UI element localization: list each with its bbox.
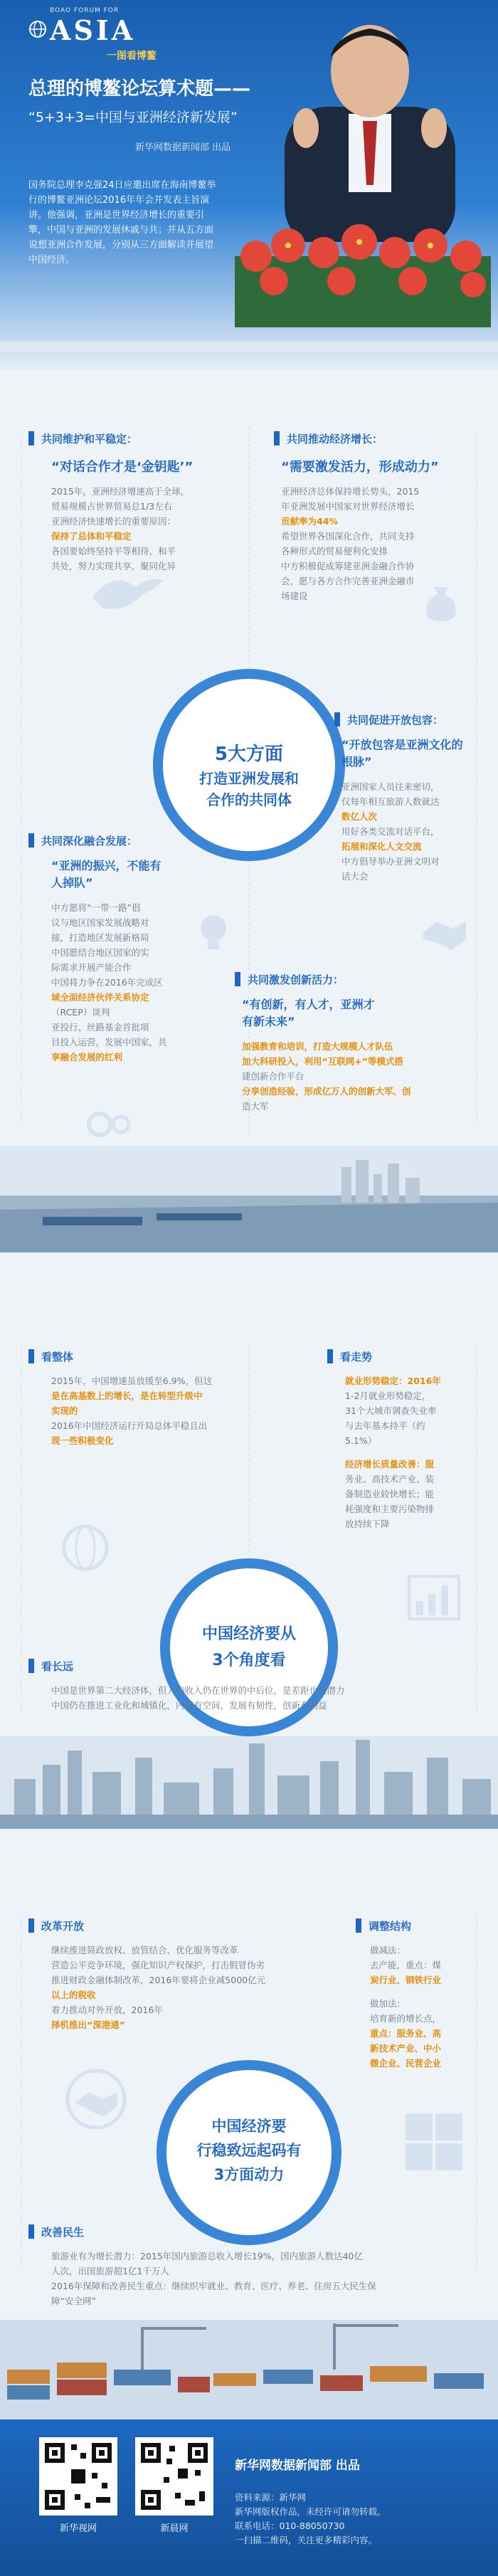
card-line: 着力推动对外开放，2016年	[51, 2005, 163, 2015]
card-line: 中国仍在推进工业化和城镇化，内需有空间，发展有韧性，创新有利益	[51, 1700, 327, 1711]
footer-phone: 联系电话：010-88050730	[235, 2520, 345, 2531]
card-title: 看长远	[41, 1660, 74, 1673]
card-line: 域全面经济伙伴关系协定	[51, 992, 149, 1003]
card-line: 与去年基本持平（约	[345, 1420, 425, 1431]
card-accent-bar	[28, 431, 34, 445]
card-line: 炭行业、钢铁行业	[370, 1975, 442, 1985]
card-peace-stability-header	[28, 427, 228, 450]
center-line: 中国经济要	[211, 2118, 287, 2135]
card-title: 共同推动经济增长：	[287, 433, 383, 445]
card-line: 31个大城市调查失业率	[345, 1405, 437, 1416]
card-line: 议与地区国家发展战略对	[51, 917, 149, 928]
card-line: 中国是世界第二大经济体，但人均收入仍在世界的中后位，是差距也是潜力	[51, 1685, 345, 1696]
card-line: 仅每年相互旅游人数就达	[341, 796, 440, 807]
card-livelihood-body	[51, 2249, 485, 2308]
card-openness-header	[334, 708, 477, 731]
qr-code-xinhua-video[interactable]	[39, 2437, 117, 2516]
center-heading: 5大方面	[214, 744, 284, 765]
card-line: 就业形势稳定：2016年	[345, 1376, 441, 1386]
card-line: 中方倡导举办亚洲文明对	[341, 856, 440, 867]
center-text-block	[166, 2114, 332, 2187]
center-subheading: 3个角度看	[212, 1652, 286, 1669]
card-line: 以上的税收	[51, 1990, 96, 2000]
card-line: 继续推进简政放权、放管结合、优化服务等改革	[51, 1945, 238, 1955]
card-accent-bar	[28, 1349, 34, 1363]
skyline-image	[0, 1736, 498, 1829]
card-accent-bar	[28, 2224, 34, 2239]
card-line: 是在高基数上的增长，是在转型升级中	[51, 1390, 203, 1401]
card-line: 经济增长质量改善：服	[345, 1459, 435, 1469]
card-longterm-header	[28, 1654, 228, 1677]
card-line: 拓展和深化人文交流	[341, 841, 422, 852]
footer	[0, 2419, 498, 2576]
section-five-aspects	[0, 427, 498, 1139]
card-quote: “有创新，有人才，亚洲才有新未来”	[242, 998, 375, 1028]
card-line: 做加法：	[370, 1998, 406, 2009]
card-peace-body	[51, 484, 236, 574]
card-line: 场建设	[281, 591, 308, 601]
card-line: 2016年保障和改善民生重点：继续织牢就业、教育、医疗、养老、住房五大民生保	[51, 2281, 376, 2291]
card-title: 改革开放	[41, 1920, 85, 1933]
card-accent-bar	[235, 972, 240, 986]
card-innovation-body	[242, 1039, 477, 1114]
card-line: 亚洲经济总体保持增长势头，2015	[281, 486, 420, 497]
card-line: 中国愿结合地区国家的实	[51, 947, 149, 958]
card-line: 亚投行、丝路基金首批项	[51, 1022, 149, 1033]
card-line: 加强教育和培训，打造大规模人才队伍	[242, 1041, 393, 1052]
card-livelihood-header	[28, 2220, 228, 2243]
calculator-icon	[398, 2106, 470, 2178]
card-structure-body	[370, 1943, 480, 2071]
lightbulb-icon	[192, 911, 235, 954]
gears-icon	[85, 1110, 135, 1139]
card-line: 中方愿将“一带一路”倡	[51, 902, 141, 913]
dove-icon	[85, 562, 171, 619]
card-line: 话大会	[341, 871, 369, 882]
qr-label: 新华视网	[59, 2523, 97, 2534]
card-title: 共同维护和平稳定：	[41, 433, 138, 445]
card-title: 看整体	[41, 1351, 74, 1363]
card-line: 2015年，亚洲经济增速高于全球，	[51, 486, 190, 497]
card-line: 5.1%）	[345, 1435, 377, 1446]
money-bag-icon	[420, 580, 462, 623]
card-line: 去产能，重点：煤	[370, 1960, 442, 1970]
card-line: 享融合发展的红利	[51, 1052, 123, 1062]
card-line: 贡献率为44%	[281, 516, 338, 527]
card-title: 看走势	[340, 1351, 373, 1363]
page-subtitle: “5+3+3=中国与亚洲经济新发展”	[28, 110, 238, 125]
card-accent-bar	[28, 1918, 34, 1933]
card-overall-body	[51, 1373, 258, 1448]
card-line: 2016年中国经济运行开局总体平稳且出	[51, 1420, 208, 1431]
card-innovation-header	[235, 968, 434, 991]
card-line: 2015年，中国增速虽放缓至6.9%，但这	[51, 1376, 213, 1386]
card-title: 共同深化融合发展：	[41, 835, 138, 848]
card-line: 目投入运营，发展中国家，共	[51, 1037, 167, 1047]
flower-arrangement	[235, 213, 491, 327]
card-line: 障“安全网”	[51, 2296, 96, 2306]
card-title: 共同激发创新活力：	[248, 973, 344, 986]
globe-icon	[28, 20, 47, 38]
bar-chart-icon	[406, 1573, 462, 1622]
card-line: 现一些积极变化	[51, 1435, 114, 1446]
globe-grid-icon	[57, 1523, 114, 1573]
card-openness-body	[341, 779, 477, 884]
qr-code-xinhua-news[interactable]	[135, 2437, 213, 2516]
card-quote: “需要激发活力，形成动力”	[281, 460, 439, 475]
card-line: 旅游业有为增长潜力：2015年国内旅游总收入增长19%，国内旅游人数达40亿	[51, 2251, 364, 2261]
card-line: 营造公平竞争环境，强化知识产权保护，打击假冒伪劣	[51, 1960, 265, 1970]
card-line: 亚洲经济快速增长的重要原因：	[51, 516, 176, 527]
card-line: 新技术产业、中小	[370, 2043, 442, 2054]
header-publisher: 新华网数据新闻部 出品	[135, 142, 231, 153]
center-line: 3方面动力	[213, 2166, 285, 2183]
card-line: 推进财政金融体制改革，2016年要将企业减5000亿元	[51, 1975, 266, 1985]
card-line: 亚洲国家人员往来密切，	[341, 781, 440, 792]
card-line: 际需求开展产能合作	[51, 962, 132, 973]
card-quote: “对话合作才是‘金钥匙’”	[51, 460, 194, 475]
card-line: 贸易规模占世界贸易总1/3左右	[51, 501, 173, 512]
card-line: 建创新合作平台	[242, 1071, 304, 1082]
header-divider	[0, 342, 498, 352]
container-port-image	[0, 2320, 498, 2419]
card-line: 会，愿与各方合作完善亚洲金融市	[281, 576, 415, 586]
card-accent-bar	[28, 1659, 34, 1673]
card-line: 做减法：	[370, 1945, 406, 1955]
card-trend-body	[345, 1373, 480, 1531]
card-line: 中方积极促成筹建亚洲金融合作协	[281, 561, 415, 571]
card-line: 务业、高技术产业、装	[345, 1474, 435, 1484]
card-accent-bar	[334, 712, 340, 727]
card-reform-header	[28, 1914, 228, 1937]
handshake-world-icon	[57, 2064, 135, 2135]
card-accent-bar	[274, 431, 280, 445]
card-line: 各种形式的贸易便利化安排	[281, 546, 388, 556]
card-line: 1-2月就业形势稳定，	[345, 1390, 431, 1401]
card-integration-header	[28, 829, 213, 852]
card-line: 年亚洲发展中国家对世界经济增长	[281, 501, 415, 512]
center-line: 打造亚洲发展和	[199, 770, 299, 787]
card-line: 放持续下降	[345, 1519, 390, 1529]
card-integration-body	[51, 900, 215, 1065]
card-line: 用好各类交流对话平台，	[341, 826, 440, 837]
card-title: 改善民生	[41, 2226, 85, 2239]
card-line: 实现的	[51, 1405, 78, 1416]
card-line: 微企业、民营企业	[370, 2058, 442, 2069]
page-title: 总理的博鳌论坛算术题——	[28, 78, 251, 100]
card-line: 希望世界各国深化合作，共同支持	[281, 531, 415, 542]
card-line: 耗强度和主要污染物排	[345, 1504, 435, 1514]
card-line: 备制造业较快增长；能	[345, 1489, 435, 1499]
card-trend-header	[327, 1345, 477, 1368]
card-longterm-body	[51, 1683, 478, 1713]
card-accent-bar	[327, 1349, 333, 1363]
footer-copyright: 新华网版权作品，未经许可请勿转载。	[235, 2506, 386, 2517]
card-line: 择机推出“深港通”	[51, 2020, 125, 2030]
center-line: 合作的共同体	[206, 791, 292, 808]
card-reform-body	[51, 1943, 322, 2032]
card-line: 造大军	[242, 1101, 269, 1112]
card-title: 共同促进开放包容：	[347, 714, 444, 727]
card-overall-header	[28, 1345, 228, 1368]
center-line: 行稳致远起码有	[196, 2142, 302, 2159]
handshake-icon	[420, 911, 470, 954]
card-title: 调整结构	[369, 1920, 412, 1933]
card-line: 共处，努力实现共享、聚同化异	[51, 561, 176, 571]
card-accent-bar	[356, 1918, 361, 1933]
card-growth-header	[274, 427, 473, 450]
card-quote: “亚洲的振兴，不能有人掉队”	[51, 859, 161, 890]
card-line: （RCEP）谈判	[51, 1007, 110, 1018]
qr-label: 新晨网	[160, 2523, 189, 2534]
card-line: 分享创造经验，形成亿万人的创新大军、创	[242, 1086, 411, 1097]
footer-publisher: 新华网数据新闻部 出品	[235, 2459, 360, 2473]
logo-asia: ASIA	[50, 14, 136, 46]
card-quote: “开放包容是亚洲文化的根脉”	[341, 738, 463, 769]
three-drivers-center-circle	[157, 2060, 341, 2245]
card-line: 数亿人次	[341, 811, 378, 822]
logo-chinese: 一图看博鳌	[107, 51, 157, 62]
footer-source: 资料来源：新华网	[235, 2492, 307, 2503]
center-heading: 中国经济要从	[201, 1625, 296, 1643]
card-line: 保持了总体和平稳定	[51, 531, 132, 542]
port-cityscape-image	[0, 1146, 498, 1252]
footer-qr-note: 一扫描二维码，关注更多精彩内容。	[235, 2535, 378, 2545]
card-line: 中国将力争在2016年完成区	[51, 977, 163, 988]
card-line: 培育新的增长点，	[370, 2013, 442, 2024]
header-banner	[0, 0, 498, 370]
card-structure-header	[356, 1914, 477, 1937]
center-subheading	[163, 768, 335, 811]
logo-subtitle: BOAO FORUM FOR	[50, 7, 120, 14]
card-line: 人次，出国旅游超1亿1千万人	[51, 2266, 169, 2276]
card-line: 重点：服务业、高	[370, 2028, 442, 2039]
card-accent-bar	[28, 833, 34, 848]
card-line: 各国要始终坚持平等相待、和平	[51, 546, 176, 556]
card-line: 加大科研投入，利用“互联网+”等模式搭	[242, 1056, 403, 1067]
intro-paragraph: 国务院总理李克强24日应邀出席在海南博鳌举行的博鳌亚洲论坛2016年年会并发表主旨演讲。他强调，亚洲是世界经济增长的重要引擎，中国与亚洲的发展休戚与共；并从五方面说想亚洲合作发展，分别从三方面解读并展望中国经济。	[28, 180, 216, 265]
card-line: 接，打造地区发展新格局	[51, 932, 149, 943]
speaker-photo	[256, 7, 484, 242]
